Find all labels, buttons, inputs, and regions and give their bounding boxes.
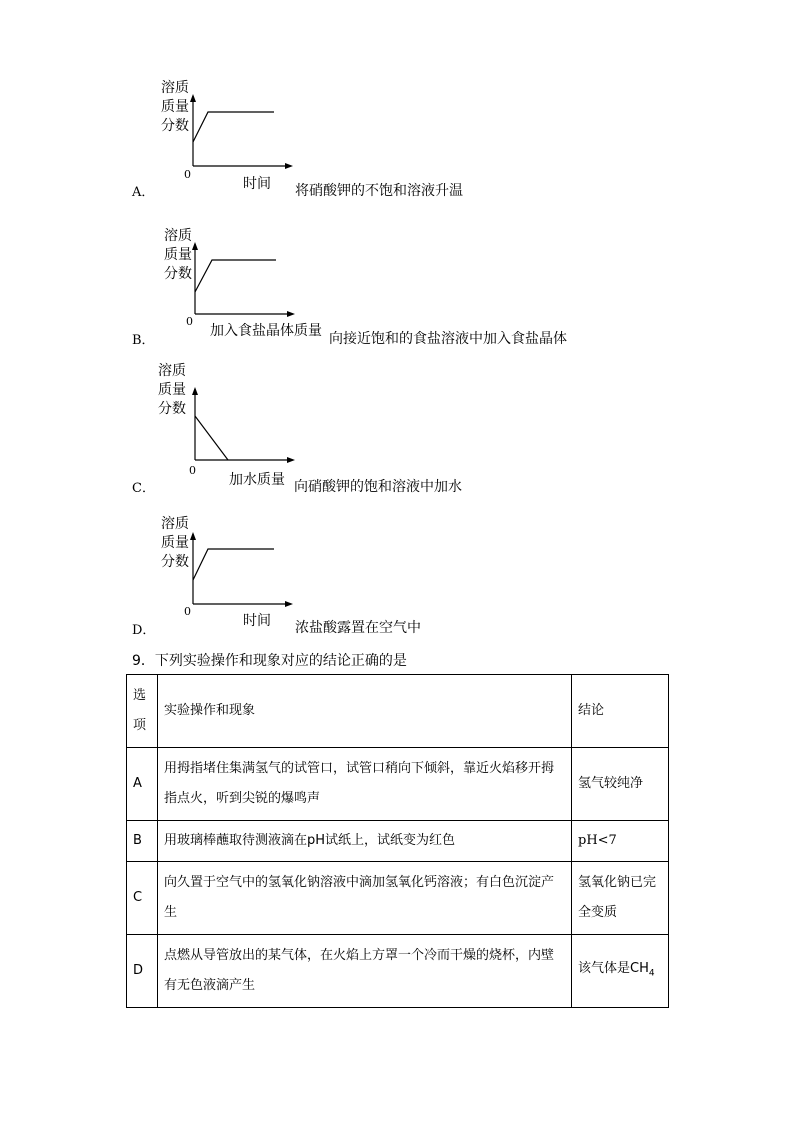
y-axis-arrow: [192, 387, 198, 395]
row-operation: 用拇指堵住集满氢气的试管口，试管口稍向下倾斜，靠近火焰移开拇指点火，听到尖锐的爆鸣声: [158, 748, 572, 821]
option-b-graph: [188, 242, 298, 322]
x-axis-arrow: [287, 311, 295, 317]
x-axis-label: 时间: [243, 613, 271, 629]
y-label-line: 溶质: [161, 80, 189, 96]
y-label-line: 分数: [161, 118, 189, 134]
option-d-graph: [186, 532, 296, 612]
option-description: 浓盐酸露置在空气中: [295, 620, 421, 636]
x-axis-arrow: [285, 601, 293, 607]
y-label-line: 溶质: [164, 228, 192, 244]
row-option: C: [127, 862, 158, 935]
y-label-line: 质量: [164, 247, 192, 263]
curve: [195, 416, 228, 460]
option-description: 向接近饱和的食盐溶液中加入食盐晶体: [329, 331, 567, 347]
origin-label: 0: [184, 605, 191, 618]
y-label-line: 溶质: [158, 363, 186, 379]
y-axis-arrow: [190, 94, 196, 102]
question-9-table: [126, 674, 669, 1008]
row-conclusion: pH<7: [572, 821, 669, 862]
x-axis-arrow: [285, 163, 293, 169]
row-conclusion: [572, 935, 669, 1008]
header-operation: 实验操作和现象: [158, 675, 572, 748]
row-option: D: [127, 935, 158, 1008]
row-operation: 点燃从导管放出的某气体，在火焰上方罩一个冷而干燥的烧杯，内壁有无色液滴产生: [158, 935, 572, 1008]
curve: [195, 260, 276, 292]
origin-label: 0: [184, 168, 191, 181]
row-operation: 向久置于空气中的氢氧化钠溶液中滴加氢氧化钙溶液；有白色沉淀产生: [158, 862, 572, 935]
header-conclusion: 结论: [572, 675, 669, 748]
x-axis-label: 加水质量: [229, 472, 285, 488]
origin-label: 0: [186, 315, 193, 328]
y-axis-arrow: [192, 242, 198, 250]
row-option: B: [127, 821, 158, 862]
x-axis-label: 时间: [243, 176, 271, 192]
y-label-line: 溶质: [161, 516, 189, 532]
row-option: A: [127, 748, 158, 821]
option-letter: A．: [132, 185, 155, 200]
header-option-text: 选项: [133, 688, 147, 733]
option-description: 向硝酸钾的饱和溶液中加水: [294, 479, 462, 495]
option-letter: C．: [132, 481, 155, 496]
x-axis-arrow: [287, 457, 295, 463]
y-label-line: 质量: [158, 382, 186, 398]
y-axis-arrow: [190, 532, 196, 540]
y-label-line: 分数: [158, 401, 186, 417]
table-row: [127, 935, 669, 1008]
table-header-row: [127, 675, 669, 748]
subscript: 4: [648, 968, 655, 979]
row-conclusion: 氢气较纯净: [572, 748, 669, 821]
option-c-graph: [188, 387, 298, 467]
origin-label: 0: [189, 464, 196, 477]
y-label-line: 质量: [161, 99, 189, 115]
question-9-stem: 9．下列实验操作和现象对应的结论正确的是: [132, 653, 407, 669]
table-row: [127, 862, 669, 935]
option-letter: B．: [132, 333, 155, 348]
y-label-line: 分数: [161, 554, 189, 570]
row-conclusion: 氢氧化钠已完全变质: [572, 862, 669, 935]
option-letter: D．: [132, 623, 156, 638]
table-row: [127, 748, 669, 821]
option-c-y-label: [155, 362, 189, 419]
x-axis-label: 加入食盐晶体质量: [210, 323, 322, 339]
table-row: [127, 821, 669, 862]
option-description: 将硝酸钾的不饱和溶液升温: [295, 183, 463, 199]
curve: [193, 549, 274, 580]
curve: [193, 112, 274, 142]
y-label-line: 质量: [161, 535, 189, 551]
row-operation: 用玻璃棒蘸取待测液滴在pH试纸上，试纸变为红色: [158, 821, 572, 862]
option-a-graph: [186, 94, 296, 174]
y-label-line: 分数: [164, 266, 192, 282]
header-option: [127, 675, 158, 748]
conclusion-text: 该气体是CH: [578, 960, 649, 976]
